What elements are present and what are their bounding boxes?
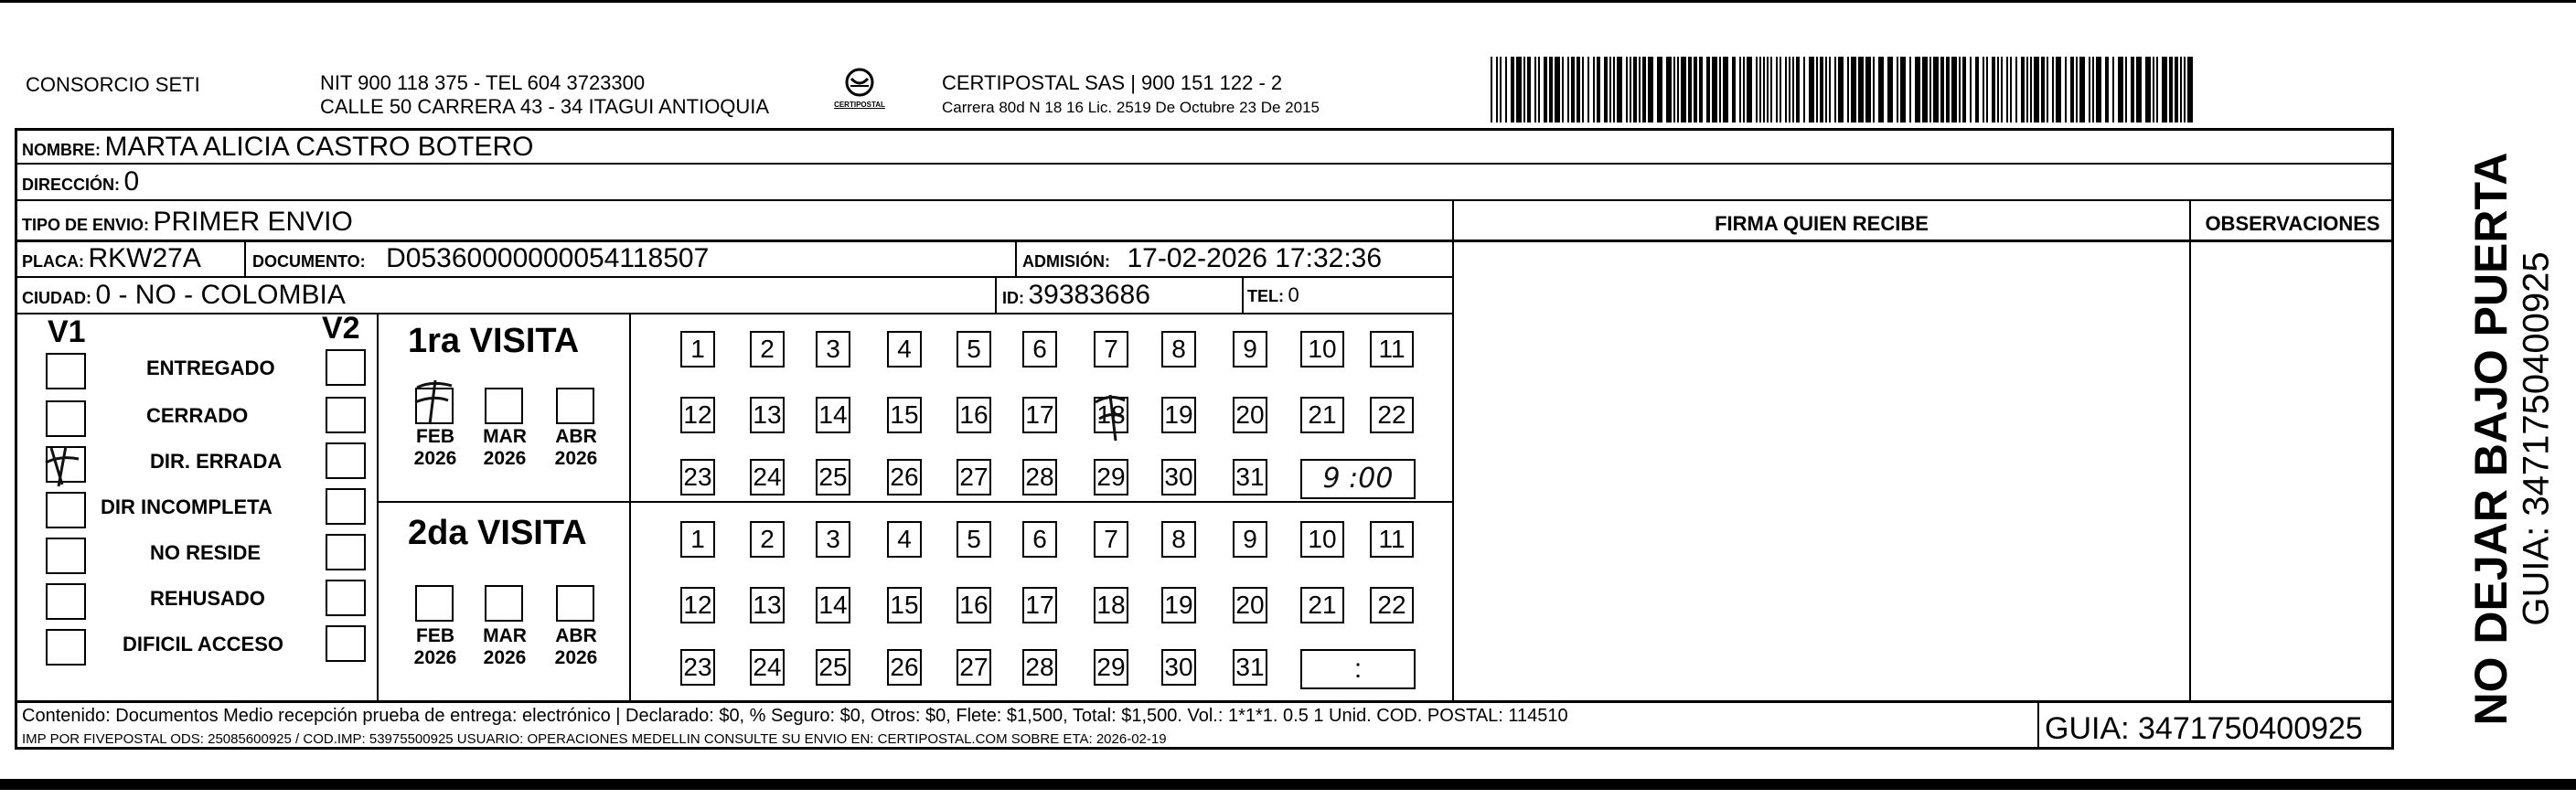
certipostal-line-1: CERTIPOSTAL SAS | 900 151 122 - 2 (942, 71, 1283, 94)
month-checkbox[interactable] (485, 388, 523, 424)
v1-checkbox[interactable] (46, 583, 86, 620)
col-line (1452, 199, 1454, 702)
v2-checkbox[interactable] (326, 397, 366, 433)
id-value: 39383686 (1028, 280, 1150, 310)
col-line (2189, 199, 2191, 702)
day-box[interactable]: 3 (816, 331, 850, 368)
day-box[interactable]: 15 (887, 397, 922, 433)
day-box[interactable]: 12 (680, 587, 715, 623)
status-label: DIR. ERRADA (150, 450, 283, 473)
day-box[interactable]: 10 (1300, 521, 1344, 558)
status-label: NO RESIDE (150, 541, 262, 564)
day-box[interactable]: 30 (1161, 649, 1196, 686)
day-box[interactable]: 8 (1161, 521, 1196, 558)
day-box[interactable]: 23 (680, 459, 715, 495)
logo-text: CERTIPOSTAL (834, 101, 885, 109)
day-box[interactable]: 29 (1094, 459, 1128, 495)
firma-header: FIRMA QUIEN RECIBE (1715, 212, 1929, 235)
direccion-value: 0 (123, 166, 140, 197)
day-box[interactable]: 4 (887, 331, 922, 368)
day-box[interactable]: 2 (750, 521, 785, 558)
month-year: 2026 (413, 448, 457, 469)
ciudad-value: 0 - NO - COLOMBIA (95, 280, 346, 310)
month-name: MAR (483, 625, 527, 646)
v1-checkbox[interactable] (46, 538, 86, 574)
day-box[interactable]: 24 (750, 649, 785, 686)
day-box[interactable]: 1 (680, 521, 715, 558)
documento-cell (252, 243, 709, 279)
placa-value: RKW27A (88, 243, 201, 273)
day-box[interactable]: 16 (957, 397, 991, 433)
nombre-value: MARTA ALICIA CASTRO BOTERO (104, 132, 534, 162)
col-line (629, 313, 631, 700)
v2-checkbox[interactable] (326, 625, 366, 662)
day-box[interactable]: 9 (1233, 331, 1267, 368)
month-name: MAR (483, 426, 527, 447)
day-box[interactable]: 13 (750, 397, 785, 433)
day-box[interactable]: 11 (1370, 521, 1414, 558)
month-name: ABR (555, 426, 597, 447)
day-box[interactable]: 31 (1233, 649, 1267, 686)
admision-value: 17-02-2026 17:32:36 (1127, 243, 1383, 273)
month-name: FEB (416, 426, 454, 447)
day-box[interactable]: 12 (680, 397, 715, 433)
day-box[interactable]: 14 (816, 587, 850, 623)
month-label (477, 625, 532, 669)
day-box[interactable]: 7 (1094, 331, 1128, 368)
day-box[interactable]: 10 (1300, 331, 1344, 368)
day-box[interactable]: 29 (1094, 649, 1128, 686)
day-box[interactable]: 22 (1370, 587, 1414, 623)
day-box[interactable]: 5 (957, 521, 991, 558)
tel-value: 0 (1288, 283, 1299, 306)
tipo-label: TIPO DE ENVIO: (22, 216, 150, 234)
col-line (1242, 276, 1244, 313)
col-line (1015, 240, 1017, 276)
id-cell (1002, 280, 1150, 315)
direccion-label: DIRECCIÓN: (22, 176, 120, 194)
day-box[interactable]: 1 (680, 331, 715, 368)
day-box[interactable]: 18 (1094, 397, 1128, 433)
bottom-border (0, 779, 2576, 790)
day-box[interactable]: 27 (957, 459, 991, 495)
col-line (995, 276, 997, 313)
day-box[interactable]: 3 (816, 521, 850, 558)
v2-checkbox[interactable] (326, 442, 366, 479)
admision-cell (1022, 243, 1382, 279)
barcode (1491, 57, 2195, 123)
row-line (15, 240, 2394, 242)
placa-cell (22, 243, 201, 279)
month-checkbox[interactable] (415, 585, 454, 622)
v1-checkbox[interactable] (46, 446, 86, 483)
month-checkbox[interactable] (485, 585, 523, 622)
v2-checkbox[interactable] (326, 349, 366, 386)
day-box[interactable]: 25 (816, 649, 850, 686)
col-line (244, 240, 246, 276)
no-dejar-bajo-puerta: NO DEJAR BAJO PUERTA (2465, 152, 2517, 726)
month-year: 2026 (554, 647, 598, 668)
day-box[interactable]: 19 (1161, 587, 1196, 623)
nit-line-2: CALLE 50 CARRERA 43 - 34 ITAGUI ANTIOQUIA (320, 95, 770, 118)
handwritten-mark (1096, 399, 1127, 431)
month-label (408, 426, 463, 470)
nombre-row (22, 132, 533, 167)
col-line (2037, 700, 2039, 750)
documento-value: D05360000000054118507 (386, 243, 710, 273)
month-label (549, 426, 604, 470)
col-line (377, 313, 379, 700)
visit-divider (377, 501, 1454, 503)
day-box[interactable]: 18 (1094, 587, 1128, 623)
day-box[interactable]: 16 (957, 587, 991, 623)
day-box[interactable]: 13 (750, 587, 785, 623)
placa-label: PLACA: (22, 252, 84, 271)
day-box[interactable]: 9 (1233, 521, 1267, 558)
nombre-label: NOMBRE: (22, 141, 101, 159)
v1-checkbox[interactable] (46, 629, 86, 666)
v1-checkbox[interactable] (46, 492, 86, 528)
v1-checkbox[interactable] (46, 353, 86, 389)
month-name: FEB (416, 625, 454, 646)
day-box[interactable]: 8 (1161, 331, 1196, 368)
day-box[interactable]: 21 (1300, 587, 1344, 623)
documento-label: DOCUMENTO: (252, 252, 366, 271)
v2-checkbox[interactable] (326, 580, 366, 616)
day-box[interactable]: 31 (1233, 459, 1267, 495)
day-box[interactable]: 11 (1370, 331, 1414, 368)
day-box[interactable]: 14 (816, 397, 850, 433)
side-text (2400, 128, 2573, 750)
row-line (15, 199, 2394, 201)
status-label: CERRADO (146, 404, 249, 427)
direccion-row (22, 166, 139, 202)
day-box[interactable]: 26 (887, 459, 922, 495)
company-name: CONSORCIO SETI (26, 73, 200, 96)
month-checkbox[interactable] (556, 388, 594, 424)
month-name: ABR (555, 625, 597, 646)
month-label (477, 426, 532, 470)
day-box[interactable]: 20 (1233, 587, 1267, 623)
status-label: DIFICIL ACCESO (123, 633, 284, 655)
month-year: 2026 (413, 647, 457, 668)
month-checkbox[interactable] (415, 388, 454, 424)
day-box[interactable]: 22 (1370, 397, 1414, 433)
certipostal-logo (828, 66, 892, 115)
month-year: 2026 (554, 448, 598, 469)
certipostal-line-2: Carrera 80d N 18 16 Lic. 2519 De Octubre 23 De 2015 (942, 99, 1320, 116)
admision-label: ADMISIÓN: (1022, 252, 1110, 271)
ciudad-label: CIUDAD: (22, 289, 91, 307)
day-box[interactable]: 21 (1300, 397, 1344, 433)
month-year: 2026 (483, 448, 527, 469)
v2-checkbox[interactable] (326, 534, 366, 570)
tipo-value: PRIMER ENVIO (153, 207, 353, 237)
day-box[interactable]: 5 (957, 331, 991, 368)
status-label: REHUSADO (150, 587, 265, 610)
v1-label: V1 (48, 314, 86, 349)
side-guia: GUIA: 3471750400925 (2516, 251, 2557, 626)
first-visit-title: 1ra VISITA (408, 322, 580, 360)
v1-checkbox[interactable] (46, 400, 86, 437)
v2-label: V2 (322, 311, 360, 346)
top-border (0, 0, 2576, 3)
day-box[interactable]: 30 (1161, 459, 1196, 495)
tel-label: TEL: (1247, 287, 1284, 305)
day-box[interactable]: 23 (680, 649, 715, 686)
month-year: 2026 (483, 647, 527, 668)
day-box[interactable]: 6 (1022, 331, 1057, 368)
footer-line-2: IMP POR FIVEPOSTAL ODS: 25085600925 / COD.IMP: 53975500925 USUARIO: OPERACIONES MEDELLIN CONSULTE SU ENVIO EN: CERTIPOSTAL.COM SOBRE ETA: 2026-02-19 (22, 731, 1167, 747)
tipo-row (22, 207, 353, 242)
tel-cell (1247, 280, 1299, 314)
day-box[interactable]: 27 (957, 649, 991, 686)
month-checkbox[interactable] (556, 585, 594, 622)
day-box[interactable]: 24 (750, 459, 785, 495)
observaciones-header: OBSERVACIONES (2205, 212, 2380, 235)
day-box[interactable]: 6 (1022, 521, 1057, 558)
id-label: ID: (1002, 289, 1024, 307)
month-label (549, 625, 604, 669)
day-box[interactable]: 4 (887, 521, 922, 558)
footer-guia: GUIA: 3471750400925 (2045, 711, 2363, 746)
day-box[interactable]: 15 (887, 587, 922, 623)
day-box[interactable]: 28 (1022, 459, 1057, 495)
month-label (408, 625, 463, 669)
status-label: DIR INCOMPLETA (101, 495, 273, 518)
ciudad-cell (22, 280, 346, 315)
day-box[interactable]: 26 (887, 649, 922, 686)
status-label: ENTREGADO (146, 357, 275, 379)
nit-line-1: NIT 900 118 375 - TEL 604 3723300 (320, 71, 646, 94)
time-box[interactable]: 9 :00 (1300, 459, 1416, 499)
day-box[interactable]: 28 (1022, 649, 1057, 686)
day-box[interactable]: 7 (1094, 521, 1128, 558)
day-box[interactable]: 17 (1022, 397, 1057, 433)
day-box[interactable]: 2 (750, 331, 785, 368)
second-visit-title: 2da VISITA (408, 514, 587, 552)
day-box[interactable]: 25 (816, 459, 850, 495)
v2-checkbox[interactable] (326, 488, 366, 525)
day-box[interactable]: 17 (1022, 587, 1057, 623)
day-box[interactable]: 20 (1233, 397, 1267, 433)
footer-line-1: Contenido: Documentos Medio recepción prueba de entrega: electrónico | Declarado: $0, % Seguro: $0, Otros: $0, Flete: $1,500, Total: $1,500. Vol.: 1*1*1. 0.5 1 Unid. COD. POSTAL: 114510 (22, 706, 1568, 726)
day-box[interactable]: 19 (1161, 397, 1196, 433)
time-box[interactable]: : (1300, 649, 1416, 689)
